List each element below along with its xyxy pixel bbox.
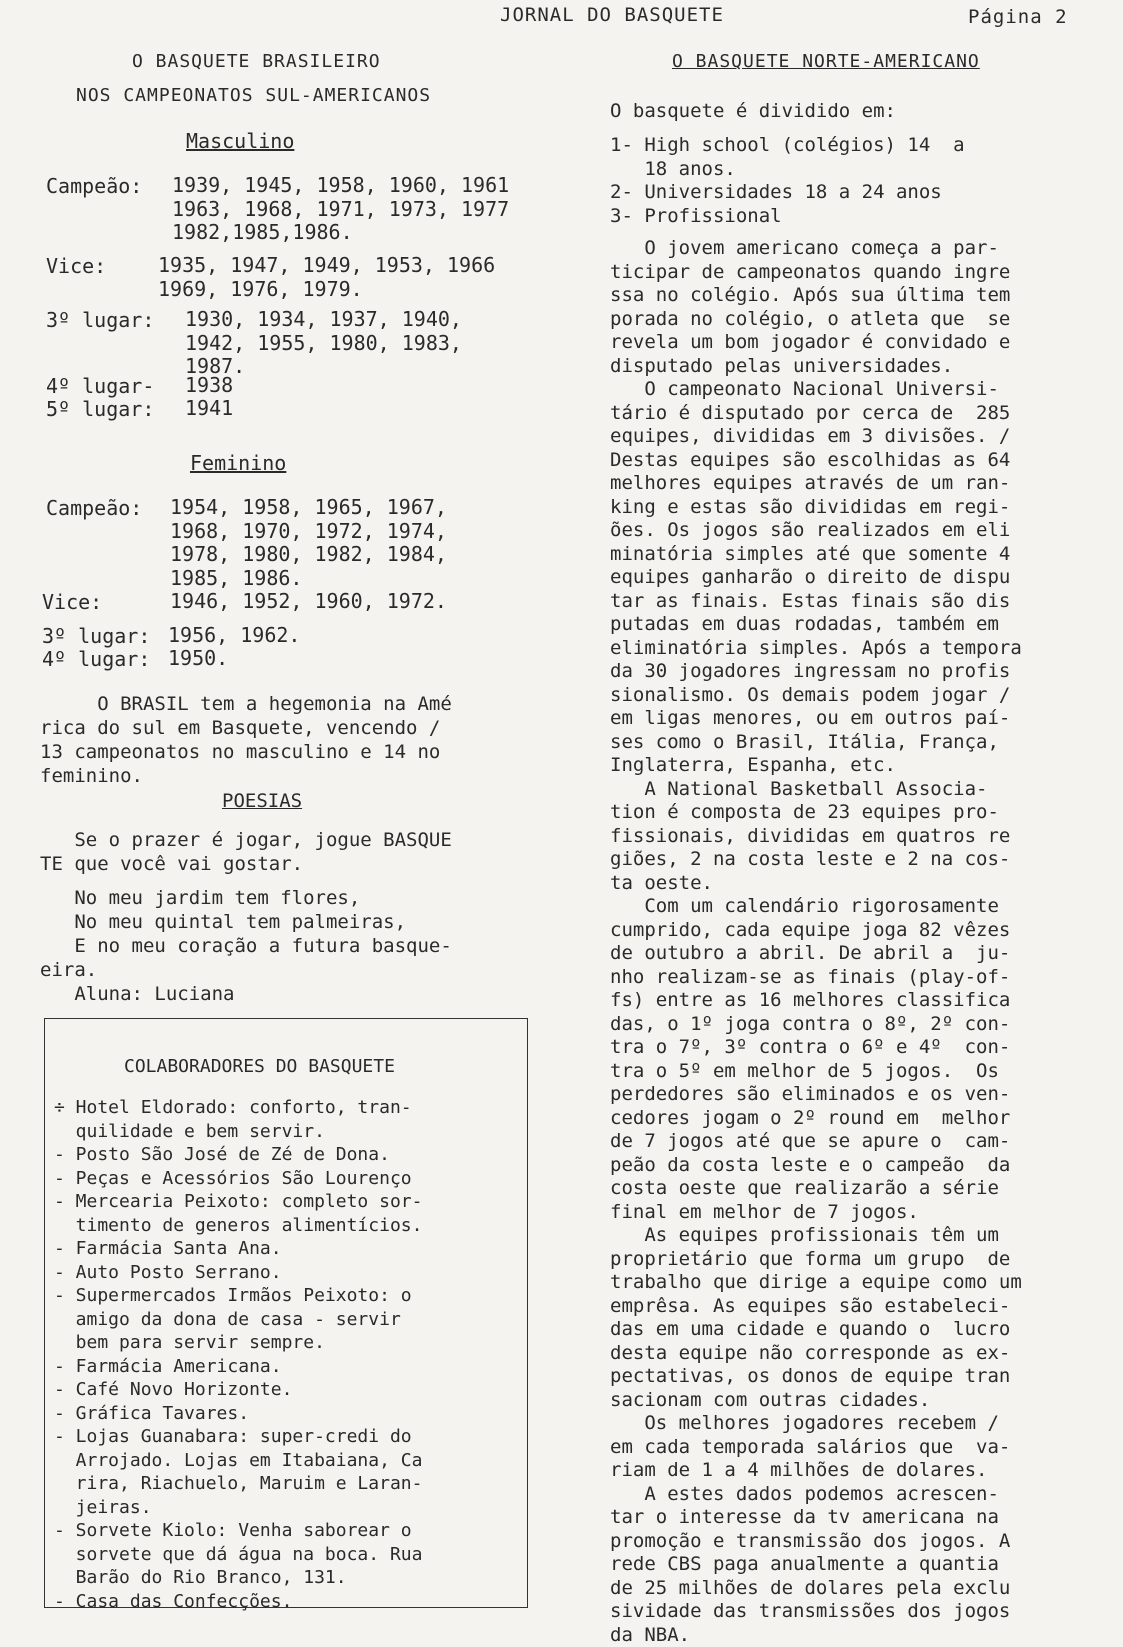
masc-third-years: 1930, 1934, 1937, 1940, 1942, 1955, 1980, 1983, 1987. — [185, 307, 462, 378]
masculino-heading: Masculino — [186, 129, 295, 153]
collaborator-item: - Lojas Guanabara: super-credi do Arrojado. Lojas em Itabaiana, Ca rira, Riachuelo, Maruim e Laran- jeiras. — [54, 1426, 423, 1518]
collaborators-heading: COLABORADORES DO BASQUETE — [124, 1056, 395, 1077]
newspaper-title: JORNAL DO BASQUETE — [500, 4, 724, 26]
poem-verses: No meu jardim tem flores, No meu quintal tem palmeiras, E no meu coração a futura basque- eira. Aluna: Luciana — [40, 887, 452, 1005]
collaborator-item: - Supermercados Irmãos Peixoto: o amigo da dona de casa - servir bem para servir sempre. — [54, 1285, 412, 1353]
collaborator-item: - Farmácia Santa Ana. — [54, 1238, 282, 1259]
right-article-body: O jovem americano começa a par- ticipar de campeonatos quando ingre ssa no colégio. Após sua última tem porada no colégio, o atleta que se revela um bom jogador é convidado e disputado pelas universidades. O campeonato Nacional Universi- tário é disputado por cerca de 285 equipes, divididas em 3 divisões. / Destas equipes são escolhidas as 64 melhores equipes através de um ran- king e estas são divididas em regi- ões. Os jogos são realizados em eli minatória simples até que somente 4 equipes ganharão o direito de dispu tar as finais. Estas finais são dis putadas em duas rodadas, também em eliminatória simples. Após a tempora da 30 jogadores ingressam no profis sionalismo. Os demais podem jogar / em ligas menores, ou em outros paí- ses como o Brasil, Itália, França, Inglaterra, Espanha, etc. A National Basketball Associa- tion é composta de 23 equipes pro- fissionais, divididas em quatros re giões, 2 na costa leste e 2 na cos- ta oeste. Com um calendário rigorosamente cumprido, cada equipe joga 82 vêzes de outubro a abril. De abril a ju- nho realizam-se as finais (play-of- fs) entre as 16 melhores classifica das, o 1º joga contra o 8º, 2º con- tra o 7º, 3º contra o 6º e 4º con- tra o 5º em melhor de 5 jogos. Os perdedores são eliminados e os ven- cedores jogam o 2º round em melhor de 7 jogos até que se apure o cam- peão da costa leste e o campeão da costa oeste que realizarão a série final em melhor de 7 jogos. As equipes profissionais têm um proprietário que forma um grupo de trabalho que dirige a equipe como um emprêsa. As equipes são estabeleci- das em uma cidade e quando o lucro desta equipe não corresponde as ex- pectativas, os donos de equipe tran sacionam com outras cidades. Os melhores jogadores recebem / em cada temporada salários que va- riam de 1 a 4 milhões de dolares. A estes dados podemos acrescen- tar o interesse da tv americana na promoção e transmissão dos jogos. A rede CBS paga anualmente a quantia de 25 milhões de dolares pela exclu sividade das transmissões dos jogos da NBA. — [610, 237, 1022, 1646]
collaborator-item: - Gráfica Tavares. — [54, 1402, 250, 1424]
collaborator-item: - Mercearia Peixoto: completo sor- timento de generos alimentícios. — [54, 1191, 423, 1236]
masc-third-label: 3º lugar: — [46, 308, 155, 332]
hegemony-paragraph: O BRASIL tem a hegemonia na Amé rica do sul em Basquete, vencendo / 13 campeonatos no masculino e 14 no feminino. — [40, 693, 452, 787]
masc-vice-years: 1935, 1947, 1949, 1953, 1966 1969, 1976, 1979. — [158, 253, 496, 301]
left-article-title-line2: NOS CAMPEONATOS SUL-AMERICANOS — [76, 85, 432, 106]
poetry-intro: Se o prazer é jogar, jogue BASQUE TE que você vai gostar. — [40, 829, 452, 875]
masc-vice-label: Vice: — [46, 254, 107, 278]
page-number: Página 2 — [968, 6, 1068, 28]
collaborator-item: - Peças e Acessórios São Lourenço — [54, 1167, 412, 1189]
left-article-title-line1: O BASQUETE BRASILEIRO — [132, 51, 381, 72]
fem-champion-years: 1954, 1958, 1965, 1967, 1968, 1970, 1972, 1974, 1978, 1980, 1982, 1984, 1985, 1986. — [170, 495, 447, 590]
collaborators-list — [54, 1096, 524, 1613]
fem-vice-label: Vice: — [42, 590, 103, 614]
fem-third-label: 3º lugar: — [42, 624, 151, 648]
fem-third-years: 1956, 1962. — [168, 623, 301, 647]
collaborator-item: - Posto São José de Zé de Dona. — [54, 1144, 390, 1165]
masc-champion-years: 1939, 1945, 1958, 1960, 1961 1963, 1968, 1971, 1973, 1977 1982,1985,1986. — [172, 173, 510, 244]
masc-fifth-label: 5º lugar: — [46, 397, 155, 421]
fem-fourth-label: 4º lugar: — [42, 647, 151, 671]
masc-fourth-years: 1938 — [185, 373, 234, 397]
collaborator-item: ÷ Hotel Eldorado: conforto, tran- quilidade e bem servir. — [54, 1097, 412, 1142]
collaborator-item: - Sorvete Kiolo: Venha saborear o sorvete que dá água na boca. Rua Barão do Rio Branco, 131. — [54, 1520, 423, 1588]
collaborator-item: - Auto Posto Serrano. — [54, 1261, 282, 1283]
collaborator-item: - Café Novo Horizonte. — [54, 1379, 293, 1400]
collaborator-item: - Casa das Confecções. — [54, 1590, 293, 1612]
right-article-title: O BASQUETE NORTE-AMERICANO — [672, 51, 980, 72]
masc-fourth-label: 4º lugar- — [46, 374, 155, 398]
right-division-list: 1- High school (colégios) 14 a 18 anos. 2- Universidades 18 a 24 anos 3- Profissional — [610, 134, 965, 227]
masc-champion-label: Campeão: — [46, 174, 143, 198]
fem-fourth-years: 1950. — [168, 646, 229, 670]
fem-vice-years: 1946, 1952, 1960, 1972. — [170, 589, 447, 613]
poetry-heading: POESIAS — [222, 790, 303, 812]
right-intro: O basquete é dividido em: — [610, 100, 896, 122]
masc-fifth-years: 1941 — [185, 396, 234, 420]
fem-champion-label: Campeão: — [46, 496, 143, 520]
collaborator-item: - Farmácia Americana. — [54, 1355, 282, 1377]
feminino-heading: Feminino — [190, 451, 287, 475]
